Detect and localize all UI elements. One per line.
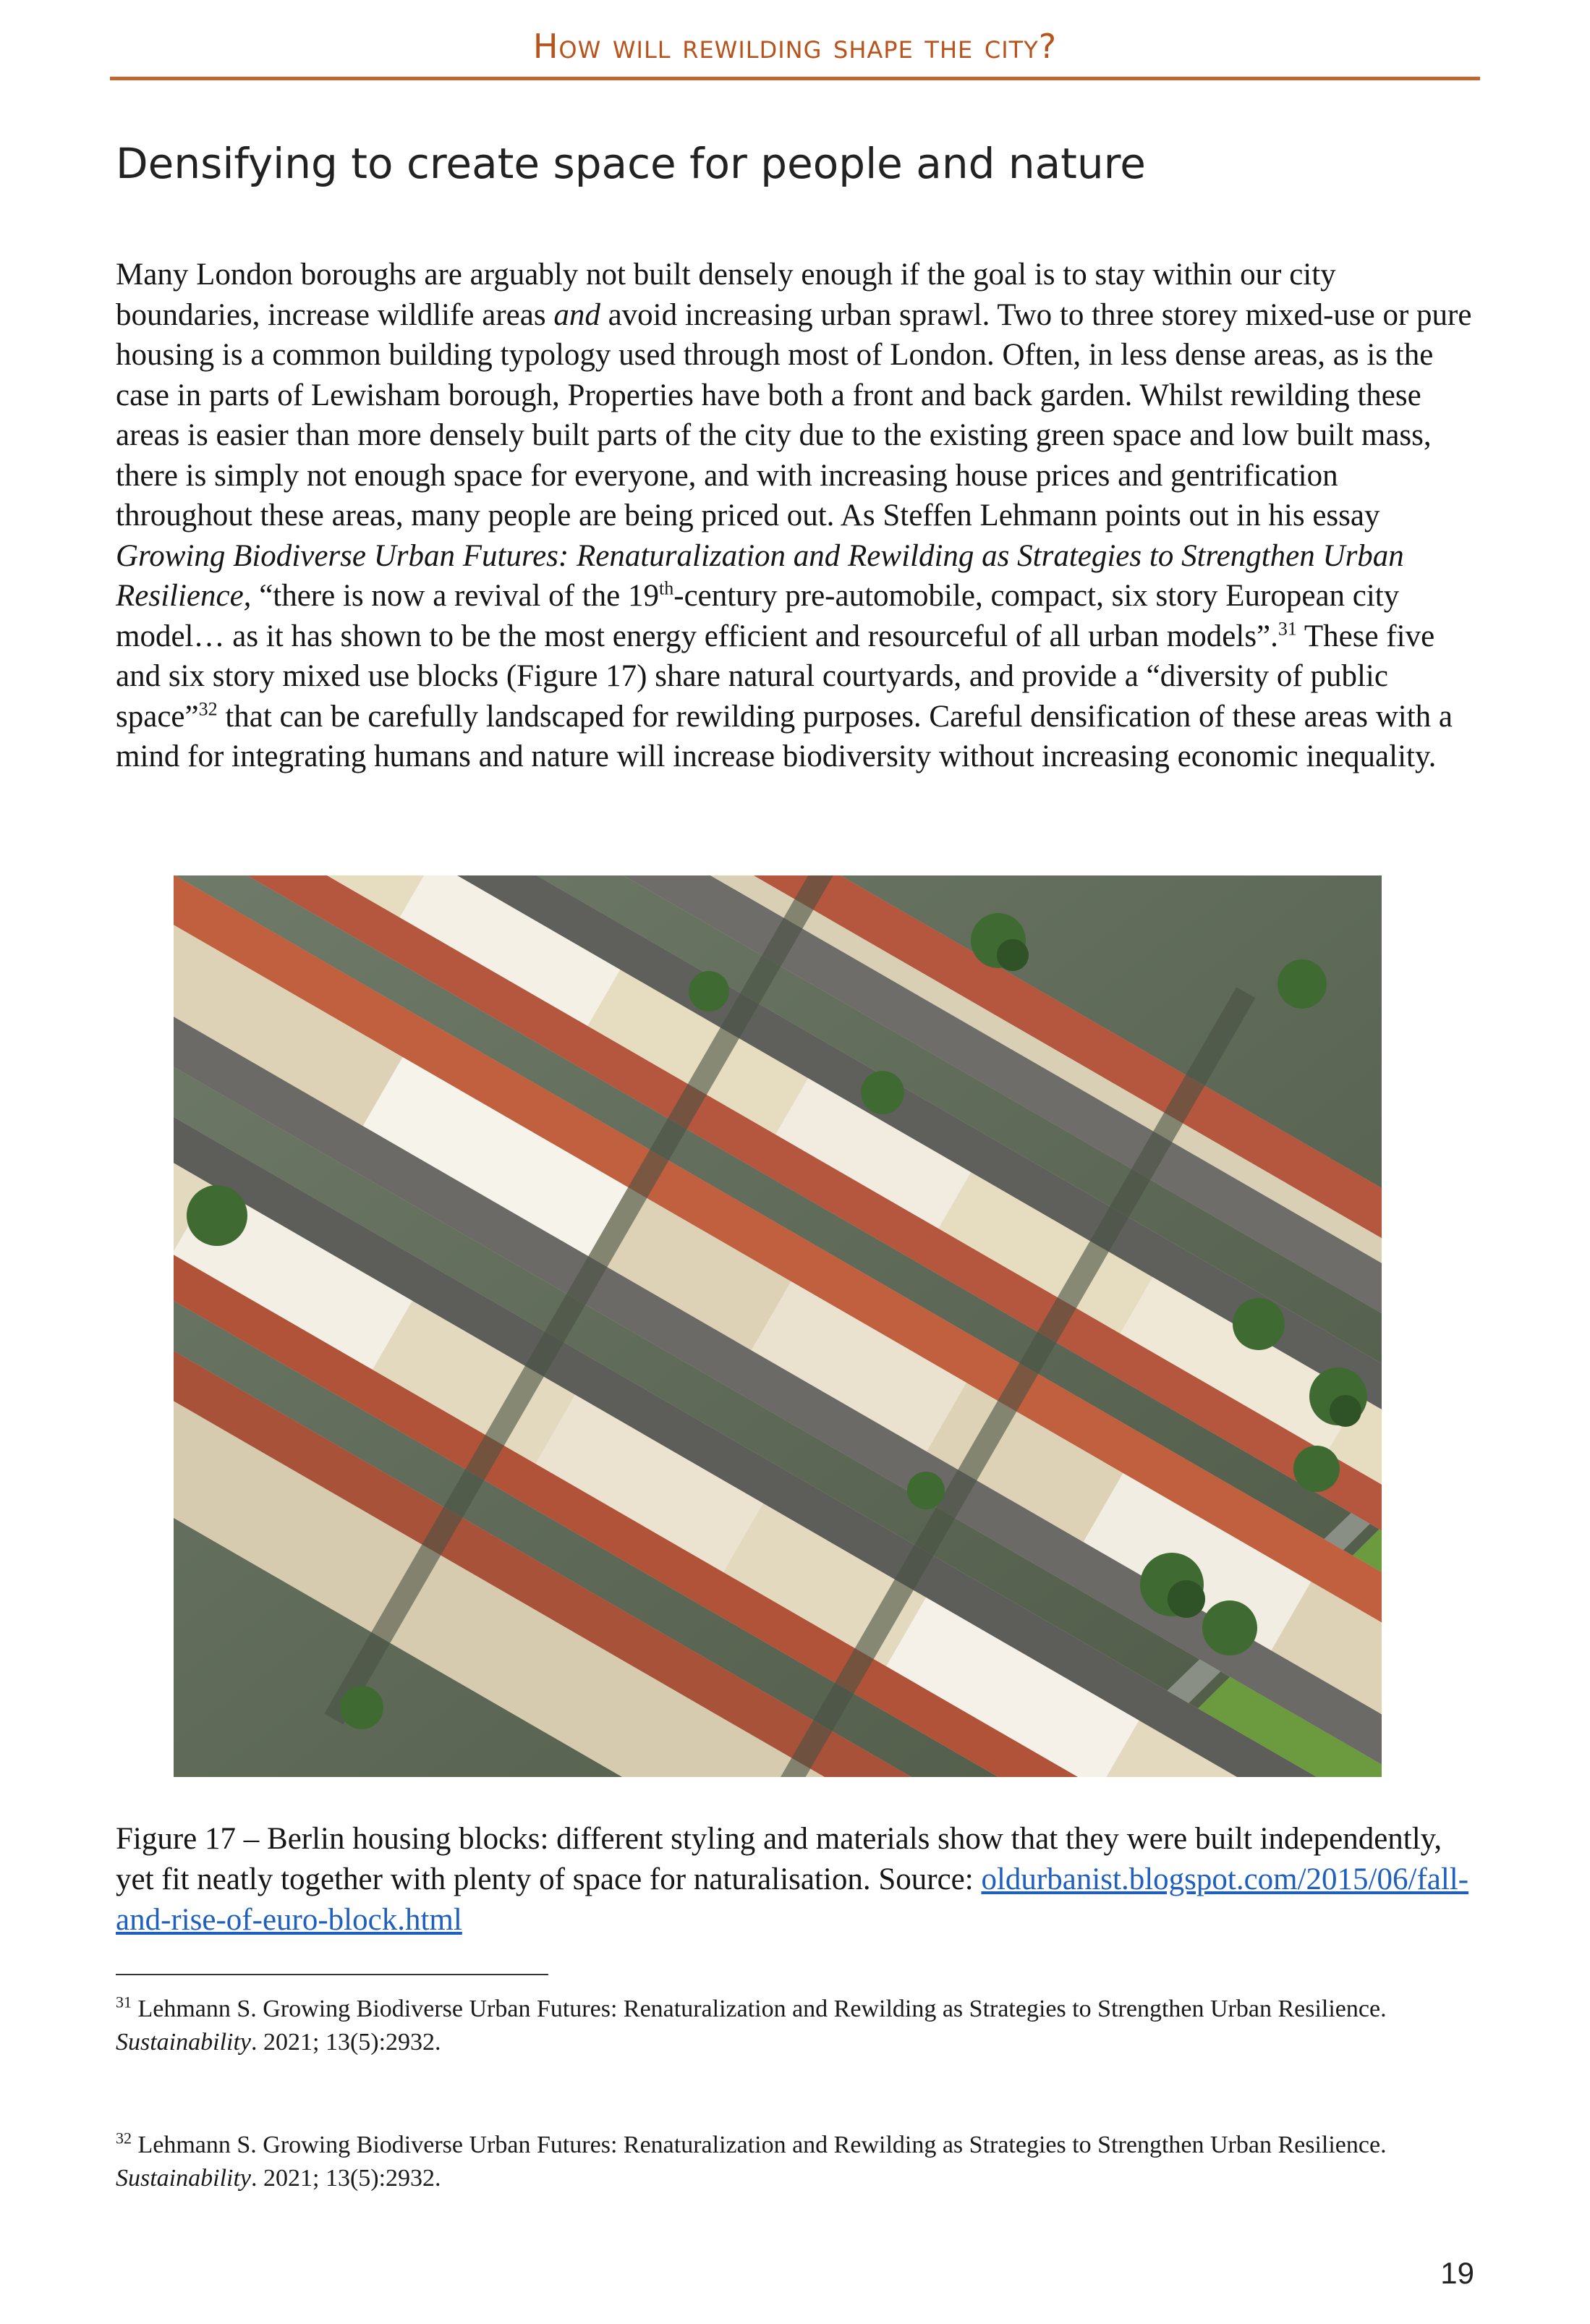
- body-text-run: Many London boroughs are arguably not built densely enough if the goal is to stay within our city boundaries, increase wildlife areas: [116, 258, 1336, 332]
- body-text-run: avoid increasing urban sprawl. Two to three storey mixed-use or pure housing is a common building typology used through most of London. Often, in less dense areas, as is the case in parts of Lewisham borough, Properties have both a front and back garden. Whilst rewilding these areas is easier than more densely built parts of the city due to the existing green space and low built mass, there is simply not enough space for everyone, and with increasing house prices and gentrification throughout these areas, many people are being priced out. As Steffen Lehmann points out in his essay: [116, 297, 1472, 533]
- footnote-divider: [116, 1974, 548, 1975]
- essay-title: Growing Biodiverse Urban Futures: Renaturalization and Rewilding as Strategies to Strengthen Urban Resilience,: [116, 538, 1404, 613]
- footnote-text: Lehmann S. Growing Biodiverse Urban Futures: Renaturalization and Rewilding as Strategies to Strengthen Urban Resilience.: [132, 2132, 1387, 2158]
- caption-text: Figure 17 – Berlin housing blocks: different styling and materials show that they were built independently, yet fit neatly together with plenty of space for naturalisation. Source:: [116, 1822, 1442, 1896]
- footnote-31: [116, 1993, 1476, 2059]
- figure-caption: [116, 1819, 1476, 1941]
- footnote-32: [116, 2129, 1476, 2195]
- body-text-run: -century pre-automobile, compact, six story European city model… as it has shown to be the most energy efficient and resourceful of all urban models”.: [116, 579, 1400, 653]
- body-text-run: These five and six story mixed use blocks (Figure 17) share natural courtyards, and provide a “diversity of public space”: [116, 619, 1435, 734]
- figure-17-aerial-photo: [174, 875, 1382, 1777]
- body-text-run: that can be carefully landscaped for rewilding purposes. Careful densification of these areas with a mind for integrating humans and nature will increase biodiversity without increasing economic inequality.: [116, 699, 1453, 773]
- body-paragraph: [116, 255, 1476, 777]
- running-header: How will rewilding shape the city?: [532, 27, 1058, 66]
- footnote-number: 31: [116, 1993, 132, 2011]
- footnote-ref-32[interactable]: 32: [198, 698, 218, 720]
- footnote-text: Lehmann S. Growing Biodiverse Urban Futures: Renaturalization and Rewilding as Strategies to Strengthen Urban Resilience.: [132, 1996, 1387, 2022]
- body-text-run: “there is now a revival of the 19: [251, 579, 660, 613]
- journal-title: Sustainability: [116, 2029, 251, 2056]
- page-number: 19: [1440, 2256, 1474, 2290]
- footnote-text: . 2021; 13(5):2932.: [251, 2029, 441, 2056]
- aerial-city-blocks-illustration: [174, 875, 1382, 1777]
- emphasis-and: and: [553, 297, 600, 332]
- footnote-ref-31[interactable]: 31: [1277, 618, 1297, 640]
- ordinal-suffix: th: [659, 577, 674, 599]
- section-title: Densifying to create space for people and nature: [116, 139, 1146, 188]
- footnote-number: 32: [116, 2129, 132, 2147]
- footnote-text: . 2021; 13(5):2932.: [251, 2165, 441, 2192]
- header-divider: [110, 77, 1480, 80]
- journal-title: Sustainability: [116, 2165, 251, 2192]
- source-link[interactable]: oldurbanist.blogspot.com/2015/06/fall-and-rise-of-euro-block.html: [116, 1862, 1469, 1937]
